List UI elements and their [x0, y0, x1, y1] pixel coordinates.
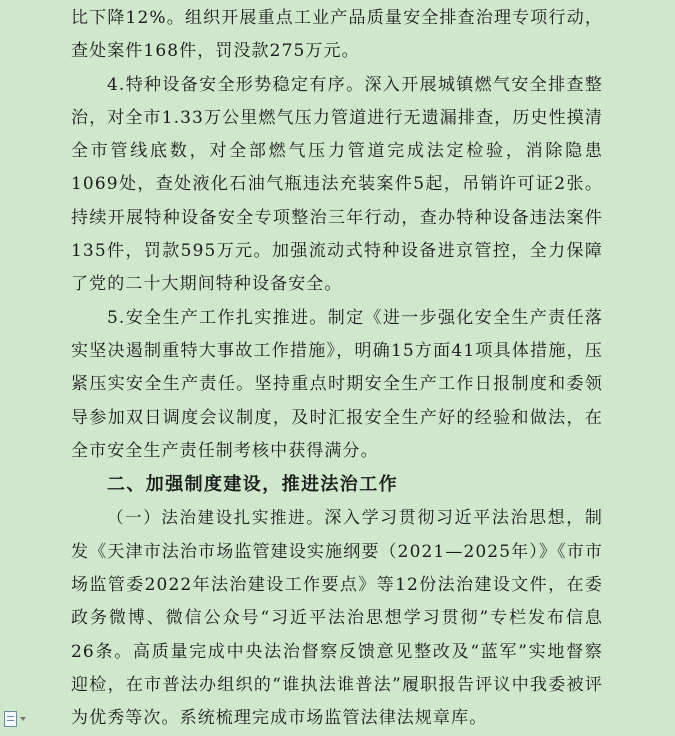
- paragraph-special-equipment: 4.特种设备安全形势稳定有序。深入开展城镇燃气安全排查整治，对全市1.33万公里燃气压力管道进行无遗漏排查，历史性摸清全市管线底数，对全部燃气压力管道完成法定检验，消除隐患1069处，查处液化石油气瓶违法充装案件5起，吊销许可证2张。持续开展特种设备安全专项整治三年行动，查办特种设备违法案件135件，罚款595万元。加强流动式特种设备进京管控，全力保障了党的二十大期间特种设备安全。: [71, 74, 603, 295]
- subsection-lead: （一）法治建设扎实推进。: [107, 508, 325, 528]
- paragraph-rule-of-law: [71, 501, 603, 735]
- caret-down-icon: [20, 717, 26, 721]
- document-status-button[interactable]: [4, 708, 32, 730]
- document-body: [71, 2, 603, 736]
- paragraph-production-safety: 5.安全生产工作扎实推进。制定《进一步强化安全生产责任落实坚决遏制重特大事故工作措施》，明确15方面41项具体措施，压紧压实安全生产责任。坚持重点时期安全生产工作日报制度和委领导参加双日调度会议制度，及时汇报安全生产好的经验和做法，在全市安全生产责任制考核中获得满分。: [71, 307, 603, 461]
- section-heading: 二、加强制度建设，推进法治工作: [107, 474, 398, 496]
- subsection-text: 深入学习贯彻习近平法治思想，制发《天津市法治市场监管建设实施纲要（2021—2025年）》《市市场监管委2022年法治建设工作要点》等12份法治建设文件，在委政务微博、微信公众号“习近平法治思想学习贯彻”专栏发布信息26条。高质量完成中央法治督察反馈意见整改及“蓝军”实地督察迎检，在市普法办组织的“谁执法谁普法”履职报告评议中我委被评为优秀等次。系统梳理完成市场监管法律法规章库。: [71, 508, 604, 729]
- paragraph-quality-results: 比下降12%。组织开展重点工业产品质量安全排查治理专项行动，查处案件168件，罚没款275万元。: [71, 8, 603, 62]
- document-icon: [4, 711, 17, 727]
